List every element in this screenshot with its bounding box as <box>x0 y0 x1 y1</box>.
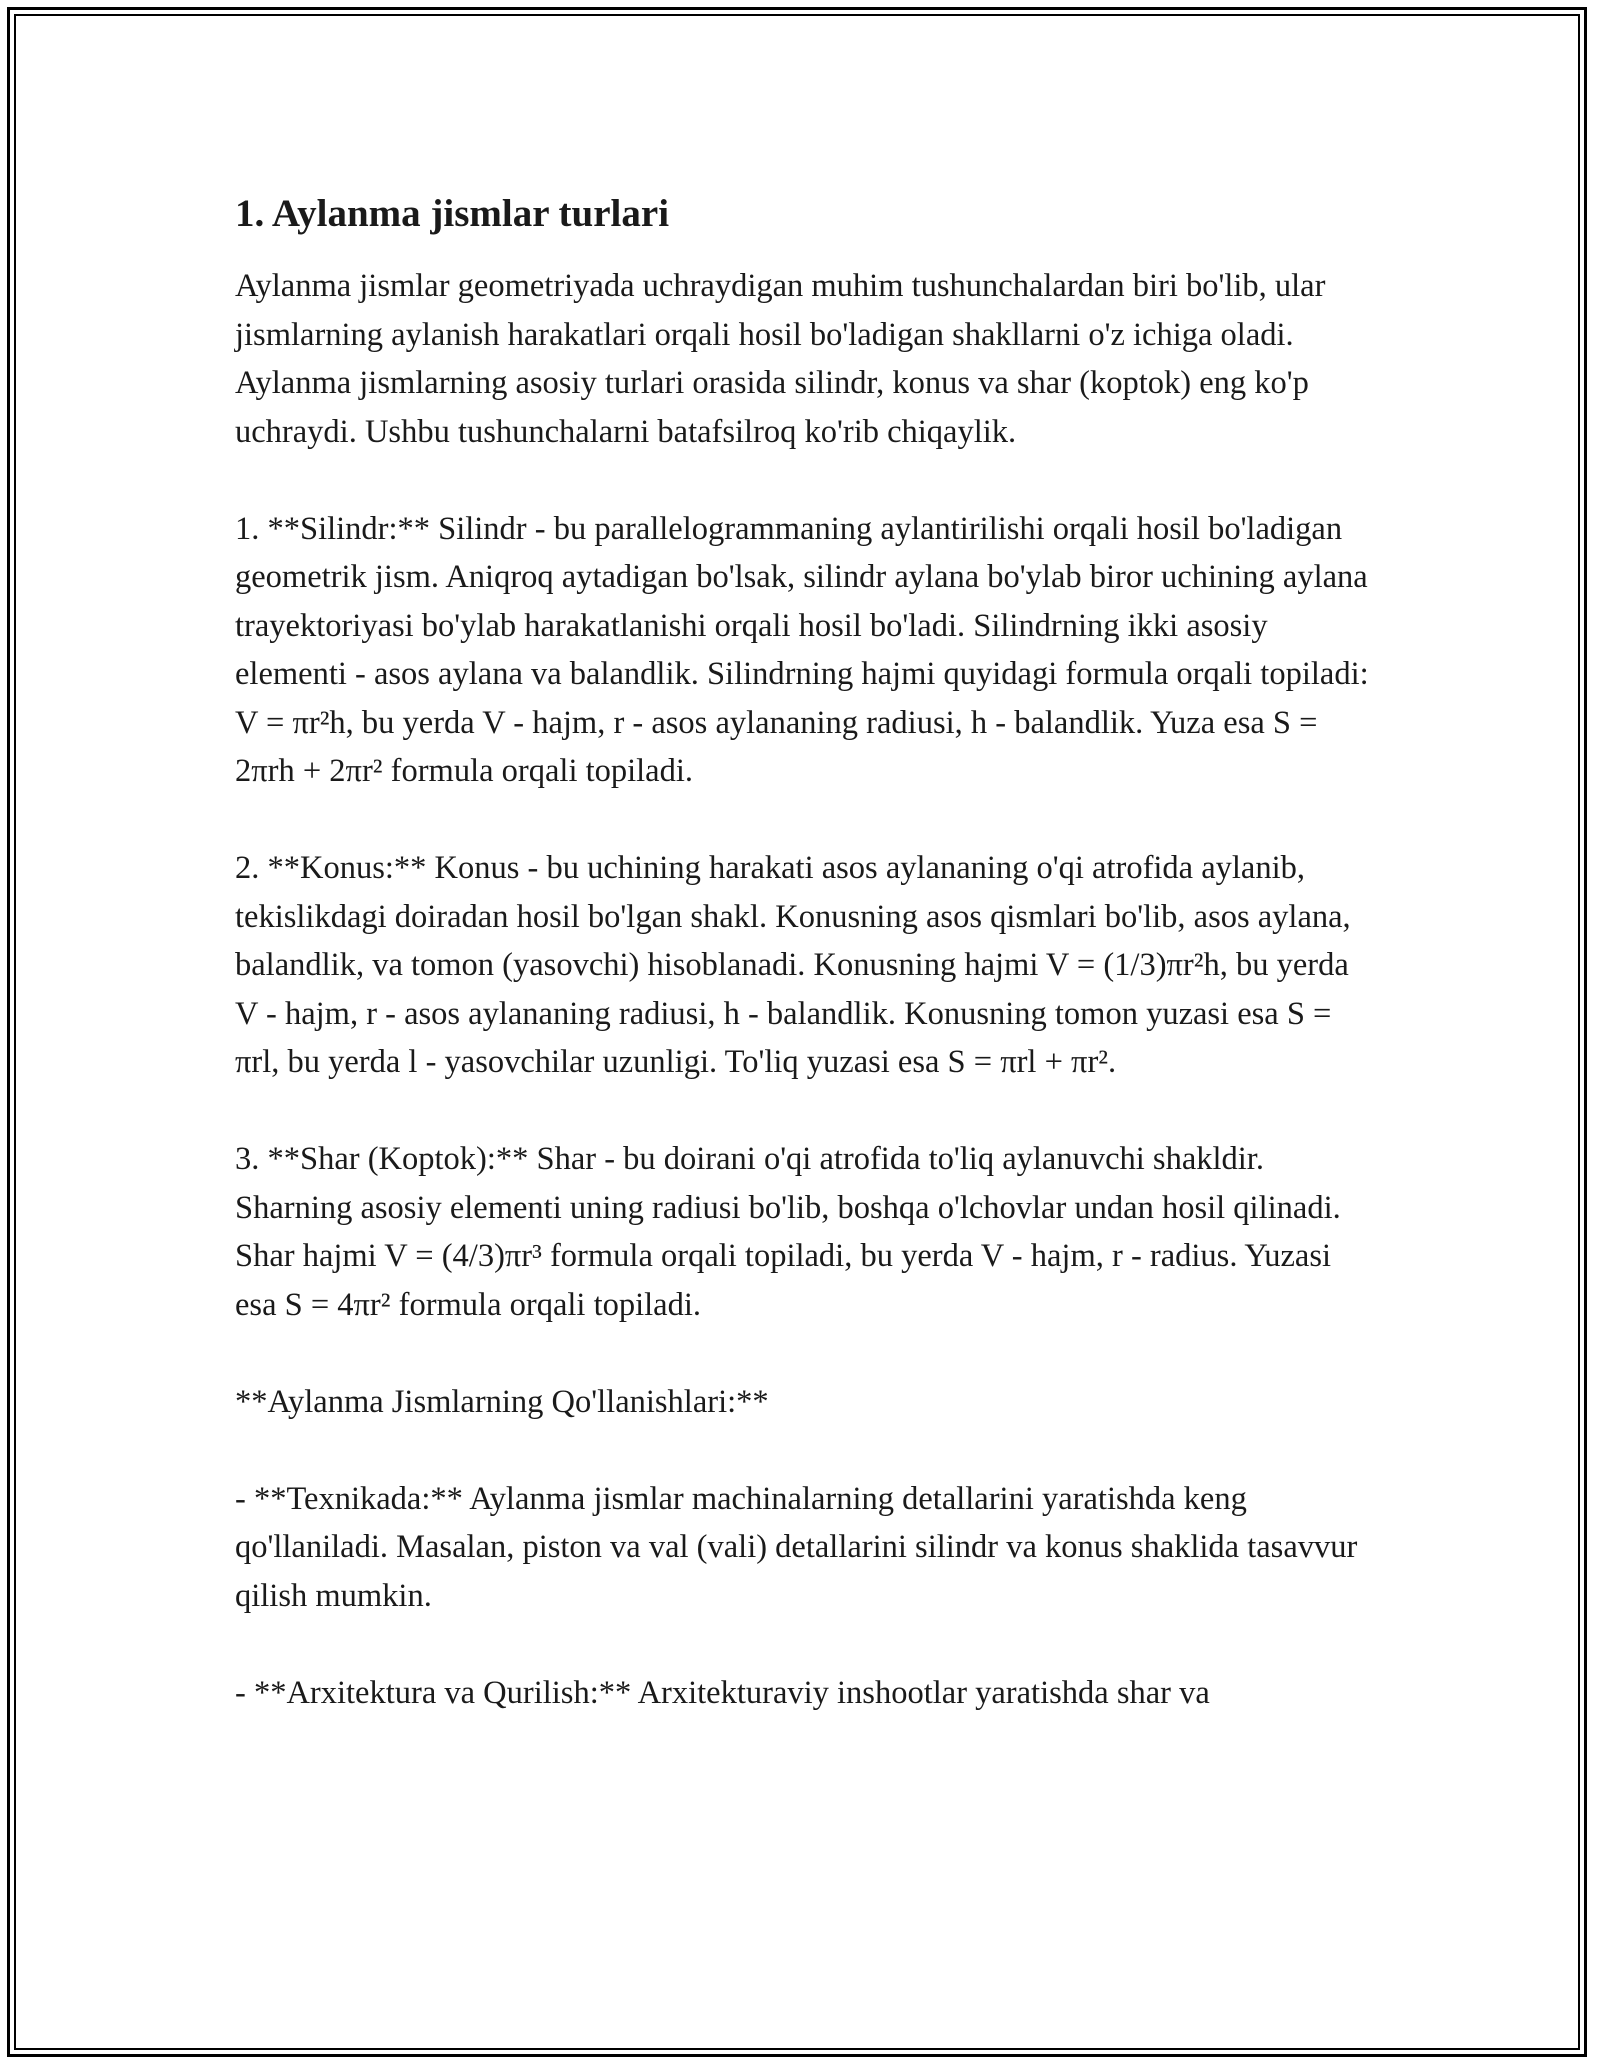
architecture-paragraph: - **Arxitektura va Qurilish:** Arxitekturaviy inshootlar yaratishda shar va <box>235 1674 1210 1711</box>
cone-paragraph: 2. **Konus:** Konus - bu uchining harakati asos aylananing o'qi atrofida aylanib, tekislikdagi doiradan hosil bo'lgan shakl. Konusning asos qismlari bo'lib, asos aylana, balandlik, va tomon (yasovchi) hisoblanadi. Konusning hajmi V = (1/3)πr²h, bu yerda V - hajm, r - asos aylananing radiusi, h - balandlik. Konusning tomon yuzasi esa S = πrl, bu yerda l - yasovchilar uzunligi. To'liq yuzasi esa S = πrl + πr². <box>235 850 1351 1080</box>
sphere-paragraph: 3. **Shar (Koptok):** Shar - bu doirani o'qi atrofida to'liq aylanuvchi shakldir. Sharning asosiy elementi uning radiusi bo'lib, boshqa o'lchovlar undan hosil qilinadi. Shar hajmi V = (4/3)πr³ formula orqali topiladi, bu yerda V - hajm, r - radius. Yuzasi esa S = 4πr² formula orqali topiladi. <box>235 1141 1341 1323</box>
document-body <box>235 182 1375 1766</box>
applications-heading: **Aylanma Jismlarning Qo'llanishlari:** <box>235 1383 769 1420</box>
technology-paragraph: - **Texnikada:** Aylanma jismlar machinalarning detallarini yaratishda keng qo'llaniladi. Masalan, piston va val (vali) detallarini silindr va konus shaklida tasavvur qilish mumkin. <box>235 1480 1358 1614</box>
intro-paragraph: Aylanma jismlar geometriyada uchraydigan muhim tushunchalardan biri bo'lib, ular jismlarning aylanish harakatlari orqali hosil bo'ladigan shakllarni o'z ichiga oladi. Aylanma jismlarning asosiy turlari orasida silindr, konus va shar (koptok) eng ko'p uchraydi. Ushbu tushunchalarni batafsilroq ko'rib chiqaylik. <box>235 268 1326 450</box>
section-heading: 1. Aylanma jismlar turlari <box>235 192 670 235</box>
cylinder-paragraph: 1. **Silindr:** Silindr - bu parallelogrammaning aylantirilishi orqali hosil bo'ladigan geometrik jism. Aniqroq aytadigan bo'lsak, silindr aylana bo'ylab biror uchining aylana trayektoriyasi bo'ylab harakatlanishi orqali hosil bo'ladi. Silindrning ikki asosiy elementi - asos aylana va balandlik. Silindrning hajmi quyidagi formula orqali topiladi: V = πr²h, bu yerda V - hajm, r - asos aylananing radiusi, h - balandlik. Yuza esa S = 2πrh + 2πr² formula orqali topiladi. <box>235 510 1369 789</box>
